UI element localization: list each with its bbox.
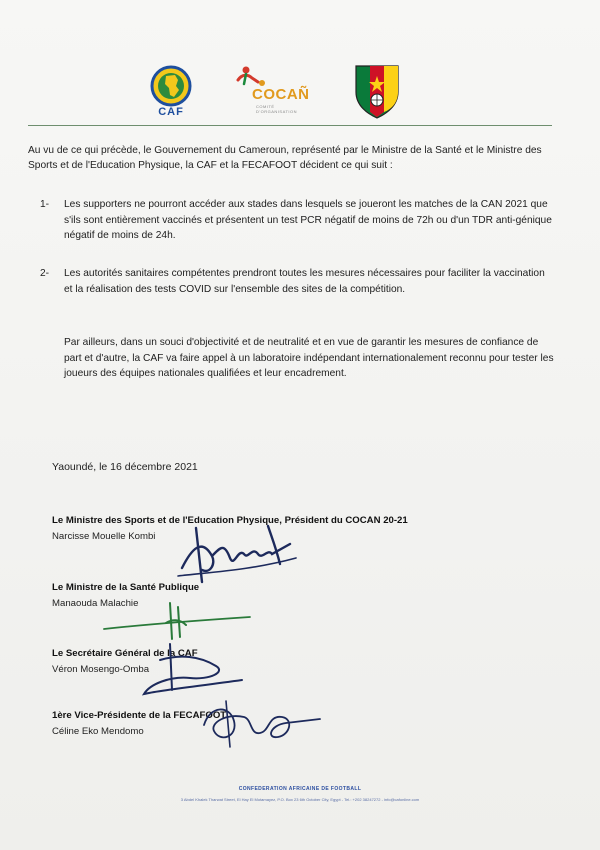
caf-emblem-icon: [142, 64, 200, 108]
signatory-4-name: Céline Eko Mendomo: [52, 726, 144, 737]
laboratory-paragraph: Par ailleurs, dans un souci d'objectivité et de neutralité et en vue de garantir les mesures de confiance de part et d'autre, la CAF va faire appel à un laboratoire indépendant internationalement reconnu pour tester les joueurs des équipes nationales qualifiées et leur encadrement.: [64, 337, 554, 379]
footer-organization: CONFEDERATION AFRICAINE DE FOOTBALL: [238, 786, 362, 792]
signatory-1-name: Narcisse Mouelle Kombi: [52, 531, 156, 542]
cocan-player-icon: [232, 64, 316, 88]
signature-2-icon: [100, 595, 260, 645]
signatory-2-name: Manaouda Malachie: [52, 598, 139, 609]
fecafoot-crest: [352, 62, 402, 120]
place-date: Yaoundé, le 16 décembre 2021: [52, 461, 198, 473]
cameroon-crest-icon: [352, 62, 402, 120]
caf-logo-text: CAF: [158, 106, 184, 118]
item-text: Les autorités sanitaires compétentes prendront toutes les mesures nécessaires pour faciliter la vaccination et la réalisation des tests COVID sur l'ensemble des sites de la compétition.: [64, 268, 545, 295]
signatory-4-title: 1ère Vice-Présidente de la FECAFOOT: [52, 710, 227, 721]
signature-1-icon: [172, 518, 302, 588]
item-number: 1-: [40, 199, 50, 210]
intro-paragraph: Au vu de ce qui précède, le Gouvernement du Cameroun, représenté par le Ministre de la Santé et le Ministre des Sports et de l'Education Physique, la CAF et la FECAFOOT décident ce qui suit :: [28, 145, 542, 171]
cocan-logo-text: COCAÑ: [252, 86, 310, 103]
caf-logo: [142, 64, 200, 122]
signature-3-icon: [130, 640, 250, 702]
cocan-logo-subtext: COMITÉ D'ORGANISATION: [256, 104, 298, 114]
signatory-3-name: Véron Mosengo-Omba: [52, 664, 150, 675]
item-number: 2-: [40, 268, 50, 279]
signatory-1-title: Le Ministre des Sports et de l'Education Physique, Président du COCAN 20-21: [52, 515, 408, 526]
signature-4-icon: [190, 695, 330, 749]
signatory-2-title: Le Ministre de la Santé Publique: [52, 582, 200, 593]
cocan-logo: [232, 64, 316, 114]
header-divider: [28, 125, 552, 126]
footer-address: 3 Abdel Khalek Tharwat Street, El Hay El Motamayez, P.O. Box 23 6th October City, Egypt - Tel.: +202 38247272 - info@cafonline.com: [180, 797, 420, 802]
item-text: Les supporters ne pourront accéder aux stades dans lesquels se joueront les matches de la CAN 2021 que s'ils sont entièrement vaccinés et présentent un test PCR négatif de moins de 72h ou d'un TDR anti-génique négatif de moins de 24h.: [64, 199, 552, 241]
signatory-3-title: Le Secrétaire Général de la CAF: [52, 648, 198, 659]
